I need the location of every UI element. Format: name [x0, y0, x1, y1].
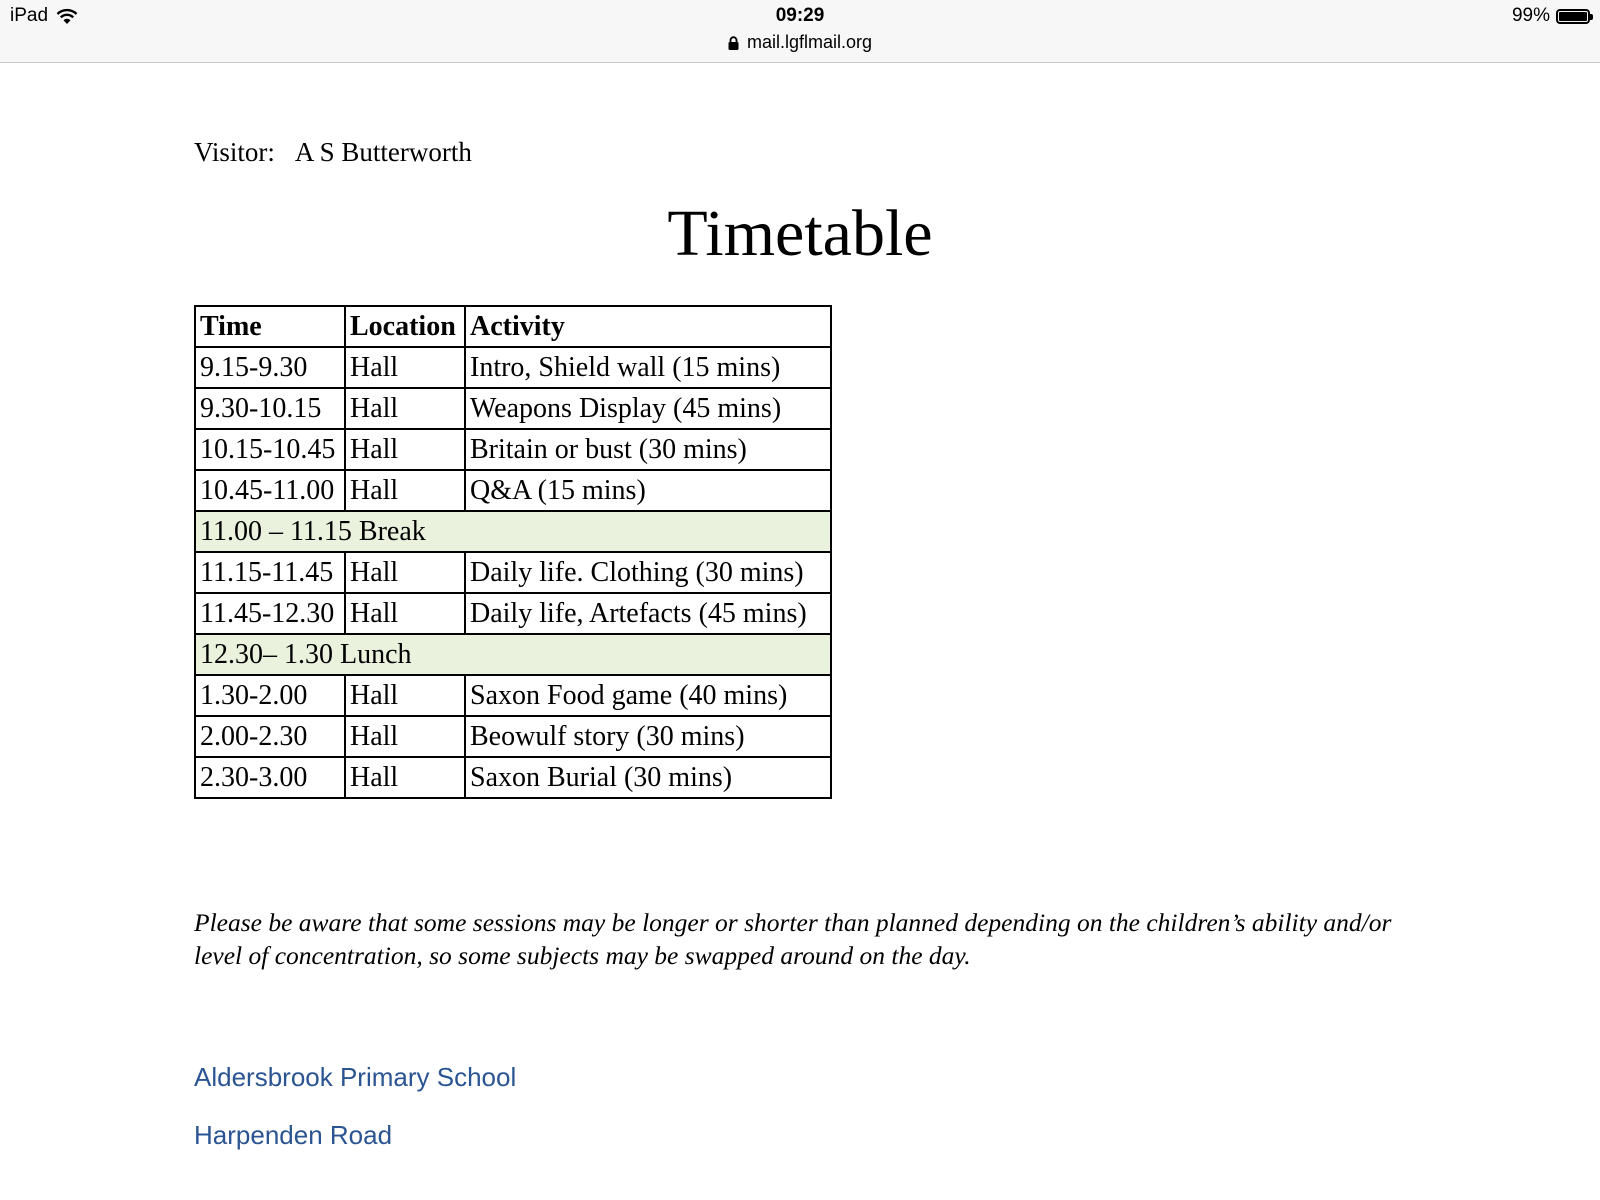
cell-time: 1.30-2.00 [195, 675, 345, 716]
device-label: iPad [10, 5, 49, 26]
break-cell: 11.00 – 11.15 Break [195, 511, 831, 552]
cell-location: Hall [345, 429, 465, 470]
break-cell: 12.30– 1.30 Lunch [195, 634, 831, 675]
address-bar[interactable] [0, 32, 1600, 53]
cell-activity: Saxon Burial (30 mins) [465, 757, 831, 798]
cell-time: 9.30-10.15 [195, 388, 345, 429]
header-location: Location [345, 306, 465, 347]
cell-activity: Daily life. Clothing (30 mins) [465, 552, 831, 593]
cell-time: 2.30-3.00 [195, 757, 345, 798]
cell-time: 10.45-11.00 [195, 470, 345, 511]
disclaimer-note: Please be aware that some sessions may be longer or shorter than planned depending on the children’s ability and/or level of concentration, so some subjects may be swapped around on the day. [194, 908, 1392, 970]
cell-location: Hall [345, 388, 465, 429]
cell-time: 2.00-2.30 [195, 716, 345, 757]
school-name-link[interactable]: Aldersbrook Primary School [194, 1062, 517, 1092]
cell-activity: Saxon Food game (40 mins) [465, 675, 831, 716]
table-row [195, 388, 831, 429]
cell-activity: Daily life, Artefacts (45 mins) [465, 593, 831, 634]
battery-icon [1556, 9, 1590, 24]
cell-time: 11.15-11.45 [195, 552, 345, 593]
cell-activity: Weapons Display (45 mins) [465, 388, 831, 429]
page-title: Timetable [667, 197, 933, 270]
cell-activity: Britain or bust (30 mins) [465, 429, 831, 470]
cell-location: Hall [345, 552, 465, 593]
table-break-row [195, 511, 831, 552]
cell-location: Hall [345, 593, 465, 634]
table-header-row [195, 306, 831, 347]
table-row [195, 347, 831, 388]
timetable [194, 305, 832, 799]
cell-activity: Beowulf story (30 mins) [465, 716, 831, 757]
table-row [195, 716, 831, 757]
lock-icon [728, 36, 739, 50]
cell-time: 9.15-9.30 [195, 347, 345, 388]
cell-time: 11.45-12.30 [195, 593, 345, 634]
cell-activity: Q&A (15 mins) [465, 470, 831, 511]
table-row [195, 593, 831, 634]
battery-percent: 99% [1511, 5, 1550, 26]
status-bar [0, 0, 1600, 63]
visitor-line [194, 137, 472, 168]
clock: 09:29 [775, 5, 825, 26]
header-time: Time [195, 306, 345, 347]
school-road-link[interactable]: Harpenden Road [194, 1120, 393, 1150]
visitor-label: Visitor: [194, 137, 275, 167]
table-row [195, 675, 831, 716]
cell-location: Hall [345, 470, 465, 511]
url-text: mail.lgflmail.org [746, 32, 873, 52]
header-activity: Activity [465, 306, 831, 347]
table-row [195, 552, 831, 593]
cell-activity: Intro, Shield wall (15 mins) [465, 347, 831, 388]
battery-level [1559, 12, 1587, 21]
cell-location: Hall [345, 716, 465, 757]
visitor-name: A S Butterworth [294, 137, 472, 167]
cell-location: Hall [345, 675, 465, 716]
cell-location: Hall [345, 347, 465, 388]
table-break-row [195, 634, 831, 675]
cell-location: Hall [345, 757, 465, 798]
cell-time: 10.15-10.45 [195, 429, 345, 470]
table-row [195, 470, 831, 511]
table-row [195, 429, 831, 470]
status-right [1512, 5, 1590, 27]
table-row [195, 757, 831, 798]
